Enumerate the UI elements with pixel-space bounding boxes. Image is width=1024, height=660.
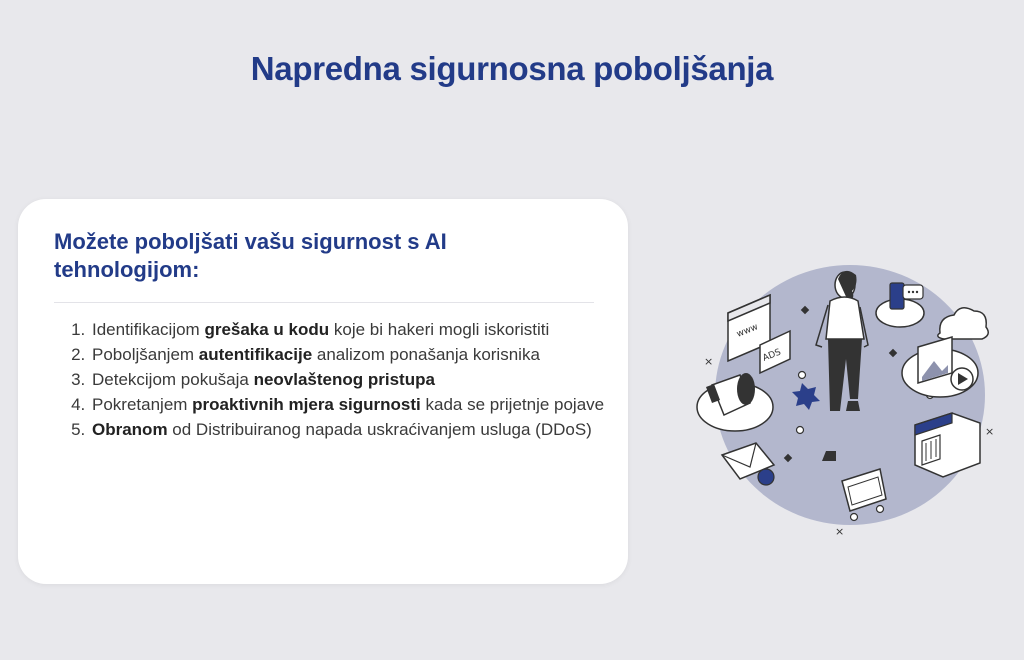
decor-dot xyxy=(799,372,806,379)
decor-cross: × xyxy=(835,525,845,535)
security-illustration xyxy=(690,255,1010,535)
page-title: Napredna sigurnosna poboljšanja xyxy=(250,50,774,87)
info-card xyxy=(18,199,628,584)
svg-text:www: www xyxy=(735,322,760,340)
list-item: 3. Detekcijom pokušaja neovlaštenog pristupa xyxy=(90,367,610,392)
list-item: 4. Pokretanjem proaktivnih mjera sigurnosti kada se prijetnje pojave xyxy=(90,392,610,417)
list-item: 2. Poboljšanjem autentifikacije analizom ponašanja korisnika xyxy=(90,342,610,367)
svg-text:ADS: ADS xyxy=(761,347,783,364)
decor-cross: × xyxy=(704,355,714,368)
benefits-list xyxy=(70,317,610,442)
online-store-icon xyxy=(915,413,980,477)
decor-cross: × xyxy=(985,425,995,438)
decor-dot xyxy=(797,427,804,434)
card-divider xyxy=(54,302,594,303)
list-item: 1. Identifikacijom grešaka u kodu koje bi hakeri mogli iskoristiti xyxy=(90,317,610,342)
card-heading: Možete poboljšati vašu sigurnost s AI tehnologijom: xyxy=(54,229,447,282)
list-item: 5. Obranom od Distribuiranog napada uskraćivanjem usluga (DDoS) xyxy=(90,417,610,442)
